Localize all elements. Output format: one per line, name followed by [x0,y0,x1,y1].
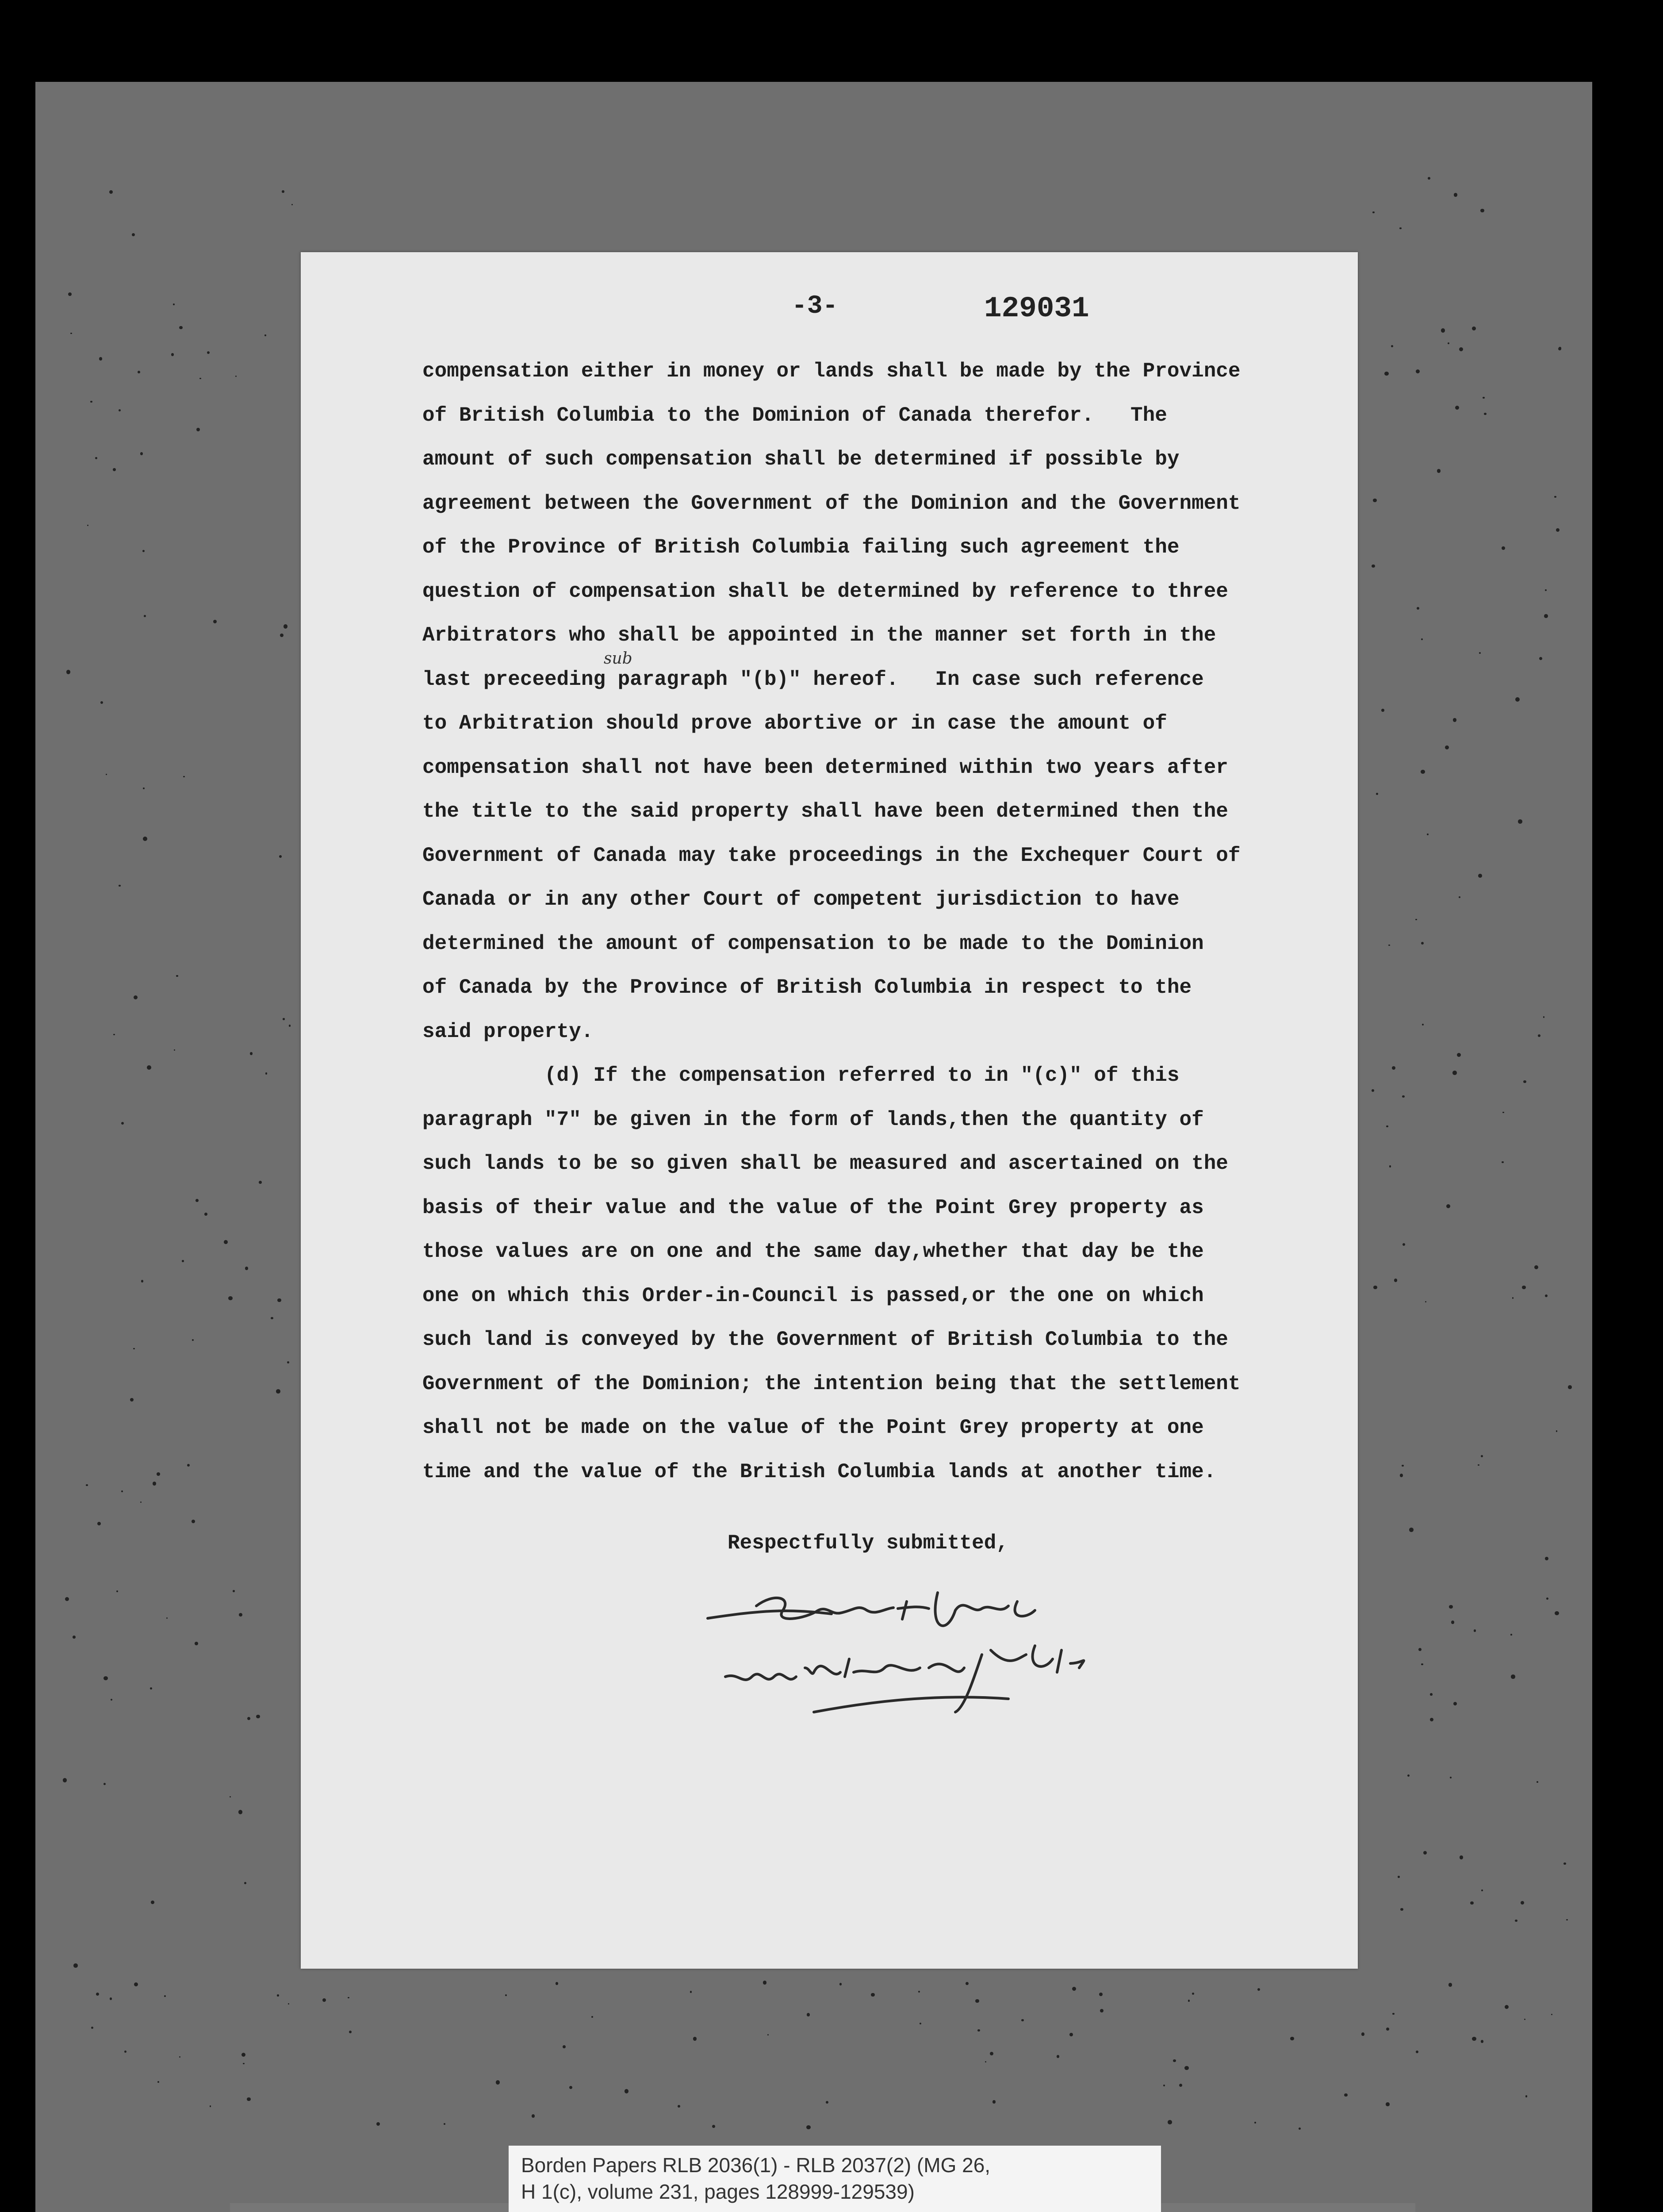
speck [1394,1279,1397,1282]
document-id: 129031 [984,292,1089,325]
body-line: to Arbitration should prove abortive or in case the amount of [422,712,1167,735]
speck [1502,1161,1503,1163]
speck [143,837,147,841]
speck [1168,2120,1172,2124]
speck [918,1991,920,1993]
speck [147,1065,151,1070]
speck [183,776,184,777]
speck [1481,1889,1483,1891]
speck [247,2097,250,2101]
body-line: Government of Canada may take proceedings in the Exchequer Court of [422,844,1241,867]
signature [699,1566,1185,1734]
speck [287,1361,289,1363]
speck [245,1267,248,1270]
paragraph-d-line: shall not be made on the value of the Point Grey property at one [422,1416,1204,1439]
speck [1388,945,1390,946]
speck [256,1715,260,1719]
speck [1021,2019,1024,2022]
speck [1069,2033,1073,2036]
speck [103,1676,108,1681]
speck [1510,1634,1512,1636]
speck [975,1999,979,2003]
speck [966,1982,969,1985]
speck [1523,1080,1526,1083]
speck [119,409,121,411]
body-line: compensation shall not have been determined within two years after [422,756,1228,779]
speck [1449,1605,1452,1609]
speck [1184,2066,1188,2070]
speck [348,1997,349,1998]
speck [1398,1876,1400,1878]
speck [1505,2005,1509,2009]
speck [1479,652,1481,654]
speck [73,1963,78,1968]
speck [563,2045,565,2048]
body-line: of British Columbia to the Dominion of Canada therefor. The [422,403,1167,427]
speck [111,1699,112,1701]
speck [288,2003,289,2005]
speck [157,1472,160,1476]
speck [1057,2055,1060,2058]
speck [1402,1465,1403,1467]
paragraph-d-line: those values are on one and the same day,whether that day be the [422,1240,1204,1263]
speck [259,1181,262,1184]
speck [1386,2028,1389,2031]
speck [1448,1983,1452,1987]
body-line: of the Province of British Columbia failing such agreement the [422,536,1180,559]
speck [195,1642,198,1645]
archive-reference-line-2: H 1(c), volume 231, pages 128999-129539) [521,2180,915,2203]
speck [233,1590,235,1592]
paragraph-d-line: paragraph "7" be given in the form of lands,then the quantity of [422,1108,1204,1131]
speck [1511,1674,1515,1678]
speck [283,1018,284,1020]
speck [264,334,266,336]
speck [1525,2095,1527,2097]
speck [1416,2051,1418,2053]
speck [195,1199,199,1202]
body-line: Arbitrators who shall be appointed in the manner set forth in the [422,624,1216,647]
speck [1437,469,1441,472]
paragraph-d [422,1054,1333,1494]
paragraph-d-line: such lands to be so given shall be measured and ascertained on the [422,1152,1228,1175]
speck [871,1993,874,1997]
speck [1399,227,1401,229]
speck [1072,1987,1076,1991]
body-line: said property. [422,1020,594,1043]
speck [247,1717,250,1720]
speck [282,190,284,193]
speck [153,1482,156,1485]
speck [106,774,107,775]
archive-reference-line-1: Borden Papers RLB 2036(1) - RLB 2037(2) (MG 26, [521,2154,991,2177]
speck [238,1810,243,1814]
speck [204,1213,207,1215]
speck [99,357,102,360]
speck [1372,565,1375,568]
speck [1361,2032,1365,2036]
speck [1400,1474,1403,1477]
handwritten-insertion: sub [604,649,632,668]
speck [806,2125,810,2129]
speck [1546,1598,1548,1600]
speck [556,1982,558,1985]
speck [199,378,201,379]
speck [1409,1528,1413,1532]
speck [103,1783,106,1785]
speck [1441,328,1445,332]
speck [95,457,97,459]
speck [1537,1781,1538,1783]
paragraph-d-line: (d) If the compensation referred to in "(c)" of this [422,1064,1180,1087]
speck [1384,372,1388,376]
speck [1422,1024,1424,1025]
speck [140,452,143,455]
speck [210,2105,211,2107]
speck [157,2081,159,2083]
speck [1566,1919,1568,1921]
speck [65,1597,69,1601]
paragraph-d-line: such land is conveyed by the Government of British Columbia to the [422,1328,1228,1351]
speck [1518,819,1522,824]
speck [124,2051,126,2053]
speck [992,2100,996,2104]
speck [1421,770,1425,774]
speck [1344,2093,1347,2097]
speck [496,2080,500,2084]
speck [91,2027,93,2029]
speck [265,1072,268,1075]
speck [1451,1621,1455,1624]
speck [1372,1089,1374,1092]
speck [224,1240,228,1244]
speck [138,371,140,373]
speck [1452,1071,1457,1075]
speck [1453,718,1456,722]
speck [1481,2040,1484,2043]
speck [207,351,210,354]
speck [990,2052,993,2055]
speck [66,670,70,674]
speck [1555,1611,1559,1615]
speck [1373,1286,1377,1290]
speck [289,1025,291,1027]
speck [693,2037,697,2041]
speck [86,1484,88,1486]
speck [277,1994,279,1996]
body-line: question of compensation shall be determined by reference to three [422,580,1228,603]
speck [1478,1464,1479,1466]
body-line: Canada or in any other Court of competent jurisdiction to have [422,888,1180,911]
speck [532,2114,535,2118]
body-line: determined the amount of compensation to be made to the Dominion [422,932,1204,955]
body-line: of Canada by the Province of British Columbia in respect to the [422,976,1192,999]
speck [1556,1430,1558,1432]
speck [109,190,113,194]
speck [1446,1204,1450,1208]
speck [271,1317,273,1320]
speck [712,2125,715,2128]
speck [1539,657,1542,660]
paragraph-d-line: one on which this Order-in-Council is passed,or the one on which [422,1284,1204,1307]
speck [1400,1908,1403,1911]
speck [678,2105,680,2108]
body-line: amount of such compensation shall be determined if possible by [422,448,1180,471]
speck [1257,1988,1260,1991]
body-line: agreement between the Government of the Dominion and the Government [422,492,1241,515]
speck [179,326,182,329]
speck [1522,1286,1525,1289]
speck [116,1590,118,1592]
archive-reference-label [509,2146,1161,2212]
speck [1392,2013,1394,2015]
speck [1460,1855,1463,1859]
speck [1386,2102,1389,2106]
speck [276,1389,280,1394]
speck [1430,1693,1432,1695]
speck [1481,1455,1483,1457]
speck [625,2089,628,2093]
speck [90,401,92,403]
speck [1454,193,1457,196]
speck [176,975,178,977]
speck [70,333,72,334]
speck [1391,345,1393,347]
speck [349,2031,352,2033]
speck [134,995,138,999]
speck [1472,326,1476,330]
speck [1512,1297,1514,1298]
speck [977,2029,980,2032]
speck [284,624,287,628]
speck [1515,1920,1517,1922]
body-line: the title to the said property shall have been determined then the [422,800,1228,823]
speck [1100,2009,1104,2012]
speck [230,1796,231,1797]
paragraph-d-line: time and the value of the British Columbia lands at another time. [422,1460,1216,1483]
speck [1450,1777,1452,1778]
speck [141,1280,143,1282]
paragraph-d-line: basis of their value and the value of the Point Grey property as [422,1196,1204,1219]
body-line: last preceeding paragraph "(b)" hereof. In case such reference [422,668,1204,691]
speck [1421,638,1423,640]
closing-line: Respectfully submitted, [728,1532,1008,1555]
speck [690,1991,692,1993]
speck [171,353,174,356]
speck [173,303,175,305]
speck [1478,874,1482,878]
speck [73,1636,75,1638]
speck [1163,2085,1165,2086]
speck [151,1901,154,1904]
speck [182,1260,184,1262]
page-number: -3- [792,292,838,321]
speck [1299,2128,1301,2130]
paragraph-d-line: Government of the Dominion; the intention being that the settlement [422,1372,1241,1395]
speck [1381,709,1384,711]
speck [239,1613,242,1617]
speck [133,1348,134,1349]
body-paragraph [422,349,1333,1054]
body-line: compensation either in money or lands shall be made by the Province [422,360,1241,383]
speck [113,468,116,471]
